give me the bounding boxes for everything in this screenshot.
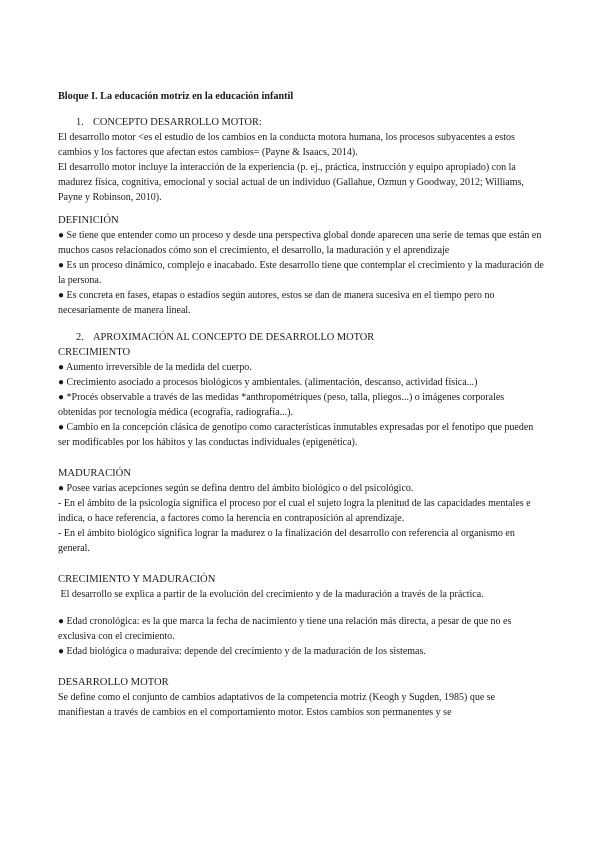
section-2-number: 2.	[76, 332, 84, 343]
crecimiento-bullet-3: ● *Procés observable a través de las medidas *anthropométriques (peso, talla, pliegos...) o imágenes corporales obtenidas por tecnología médica (ecografía, radiografía...).	[58, 392, 505, 418]
document-title: Bloque I. La educación motriz en la educación infantil	[58, 91, 294, 102]
maduracion-bullet-1: ● Posee varias acepciones según se defina dentro del ámbito biológico o del psicológico.	[58, 483, 414, 494]
section-1-heading	[58, 115, 544, 130]
definicion-bullet-3: ● Es concreta en fases, etapas o estadios según autores, estos se dan de manera sucesiva en el tiempo pero no necesariamente de manera lineal.	[58, 290, 495, 316]
crecimiento-maduracion-bullet-1: ● Edad cronológica: es la que marca la fecha de nacimiento y tiene una relación más directa, a pesar de que no es exclusiva con el crecimiento.	[58, 616, 512, 642]
maduracion-bullet-3: - En el ámbito biológico significa lograr la madurez o la finalización del desarrollo con referencia al organismo en general.	[58, 528, 515, 554]
crecimiento-bullet-2: ● Crecimiento asociado a procesos biológicos y ambientales. (alimentación, descanso, actividad física...)	[58, 377, 478, 388]
section-1-paragraph-1: El desarrollo motor <es el estudio de los cambios en la conducta motora humana, los procesos subyacentes a estos cambios y los factores que afectan estos cambios= (Payne & Isaacs, 2014).	[58, 132, 515, 158]
section-2-heading-text: APROXIMACIÓN AL CONCEPTO DE DESARROLLO MOTOR	[93, 332, 375, 343]
maduracion-bullet-2: - En el ámbito de la psicología significa el proceso por el cual el sujeto logra la plenitud de las capacidades mentales e indica, o hace referencia, a factores como la herencia en contraposición al aprendizaje.	[58, 498, 531, 524]
desarrollo-motor-heading: DESARROLLO MOTOR	[58, 677, 169, 688]
crecimiento-bullet-4: ● Cambio en la concepción clásica de genotipo como características inmutables expresadas por el fenotipo que pueden ser modificables por los hábitos y las conductas individuales (epigenética).	[58, 422, 534, 448]
crecimiento-bullet-1: ● Aumento irreversible de la medida del cuerpo.	[58, 362, 252, 373]
desarrollo-motor-paragraph: Se define como el conjunto de cambios adaptativos de la competencia motriz (Keogh y Sugden, 1985) que se manifiestan a través de cambios en el comportamiento motor. Estos cambios son permanentes y se	[58, 692, 496, 718]
definicion-heading: DEFINICIÓN	[58, 215, 119, 226]
maduracion-heading: MADURACIÓN	[58, 468, 131, 479]
section-1-heading-text: CONCEPTO DESARROLLO MOTOR:	[93, 117, 262, 128]
definicion-bullet-1: ● Se tiene que entender como un proceso y desde una perspectiva global donde aparecen una serie de temas que están en muchos casos relacionados cómo son el crecimiento, el desarrollo, la maduración y el aprendizaje	[58, 230, 542, 256]
document-body	[58, 89, 544, 720]
crecimiento-maduracion-heading: CRECIMIENTO Y MADURACIÓN	[58, 574, 216, 585]
definicion-bullet-2: ● Es un proceso dinámico, complejo e inacabado. Este desarrollo tiene que contemplar el crecimiento y la maduración de la persona.	[58, 260, 544, 286]
crecimiento-maduracion-paragraph: El desarrollo se explica a partir de la evolución del crecimiento y de la maduración a través de la práctica.	[58, 589, 484, 600]
crecimiento-heading: CRECIMIENTO	[58, 347, 131, 358]
section-1-paragraph-2: El desarrollo motor incluye la interacción de la experiencia (p. ej., práctica, instrucción y equipo apropiado) con la madurez física, cognitiva, emocional y social actual de un individuo (Gallahue, Ozmun y Goodway, 2012; Williams, Payne y Robinson, 2010).	[58, 162, 524, 203]
section-2-heading	[58, 330, 544, 345]
crecimiento-maduracion-bullet-2: ● Edad biológica o maduraiva: depende del crecimiento y de la maduración de los sistemas.	[58, 646, 426, 657]
section-1-number: 1.	[76, 117, 84, 128]
